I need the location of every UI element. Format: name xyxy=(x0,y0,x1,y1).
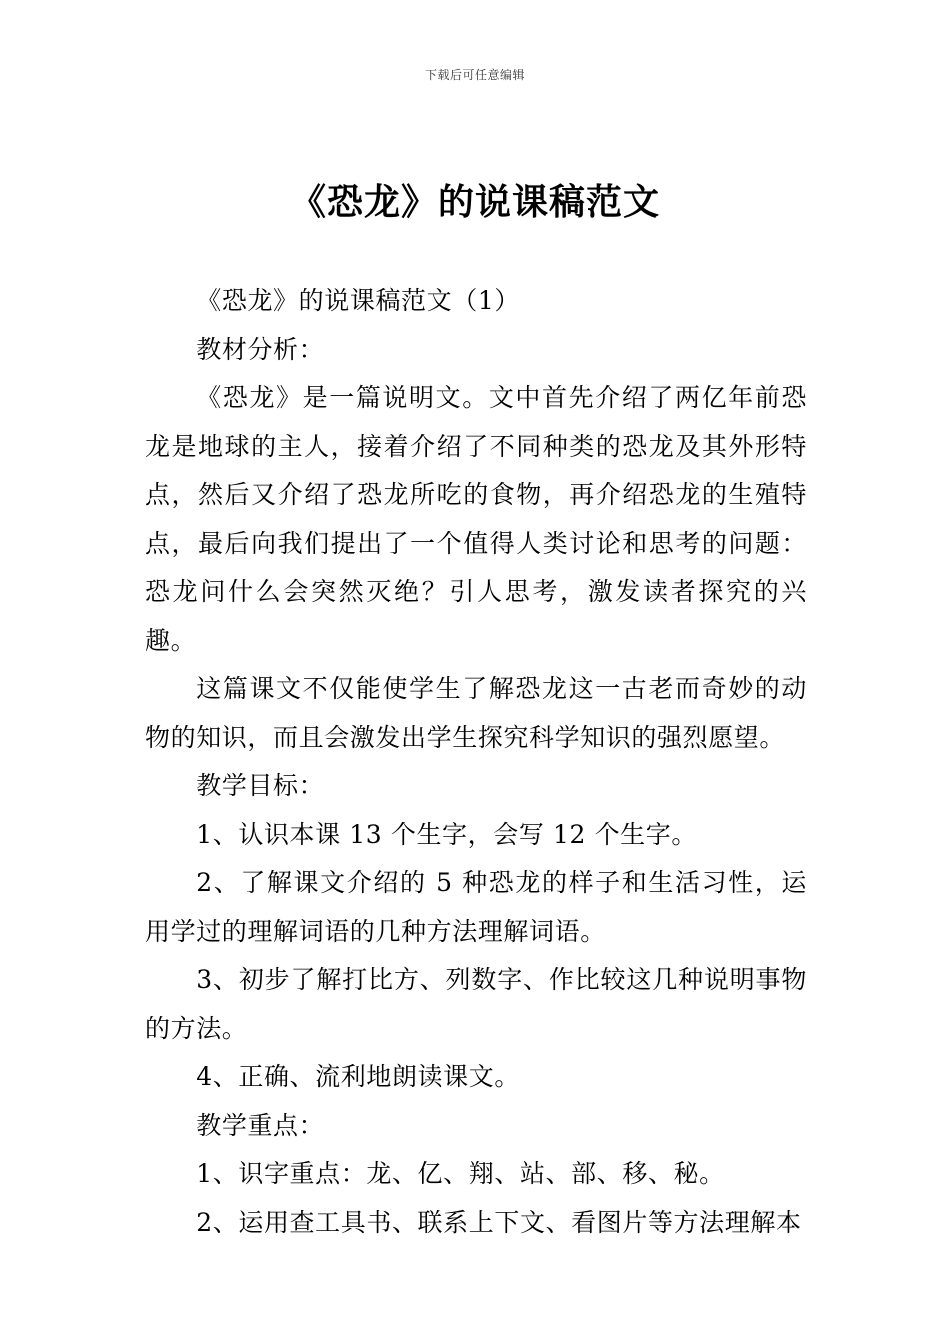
body-paragraph: 《恐龙》是一篇说明文。文中首先介绍了两亿年前恐龙是地球的主人，接着介绍了不同种类的恐龙及其外形特点，然后又介绍了恐龙所吃的食物，再介绍恐龙的生殖特点，最后向我们提出了一个值得人类讨论和思考的问题：恐龙问什么会突然灭绝？引人思考，激发读者探究的兴趣。 xyxy=(145,383,807,655)
list-item: 2、了解课文介绍的 5 种恐龙的样子和生活习性，运用学过的理解词语的几种方法理解词语。 xyxy=(145,868,807,946)
list-item: 4、正确、流利地朗读课文。 xyxy=(196,1062,520,1091)
header-note: 下载后可任意编辑 xyxy=(424,68,525,82)
list-item: 1、认识本课 13 个生字，会写 12 个生字。 xyxy=(196,819,697,849)
section-heading-goals: 教学目标： xyxy=(196,771,325,800)
document-title: 《恐龙》的说课稿范文 xyxy=(289,182,660,223)
subtitle-paragraph: 《恐龙》的说课稿范文（1） xyxy=(196,286,520,315)
list-item: 2、运用查工具书、联系上下文、看图片等方法理解本 xyxy=(196,1207,802,1237)
list-item: 3、初步了解打比方、列数字、作比较这几种说明事物的方法。 xyxy=(145,965,807,1043)
list-item: 1、识字重点：龙、亿、翔、站、部、移、秘。 xyxy=(196,1159,725,1188)
document-body xyxy=(145,277,807,1247)
section-heading-analysis: 教材分析： xyxy=(196,334,325,364)
body-paragraph: 这篇课文不仅能使学生了解恐龙这一古老而奇妙的动物的知识，而且会激发出学生探究科学知识的强烈愿望。 xyxy=(145,674,807,752)
section-heading-key-points: 教学重点： xyxy=(196,1110,325,1140)
